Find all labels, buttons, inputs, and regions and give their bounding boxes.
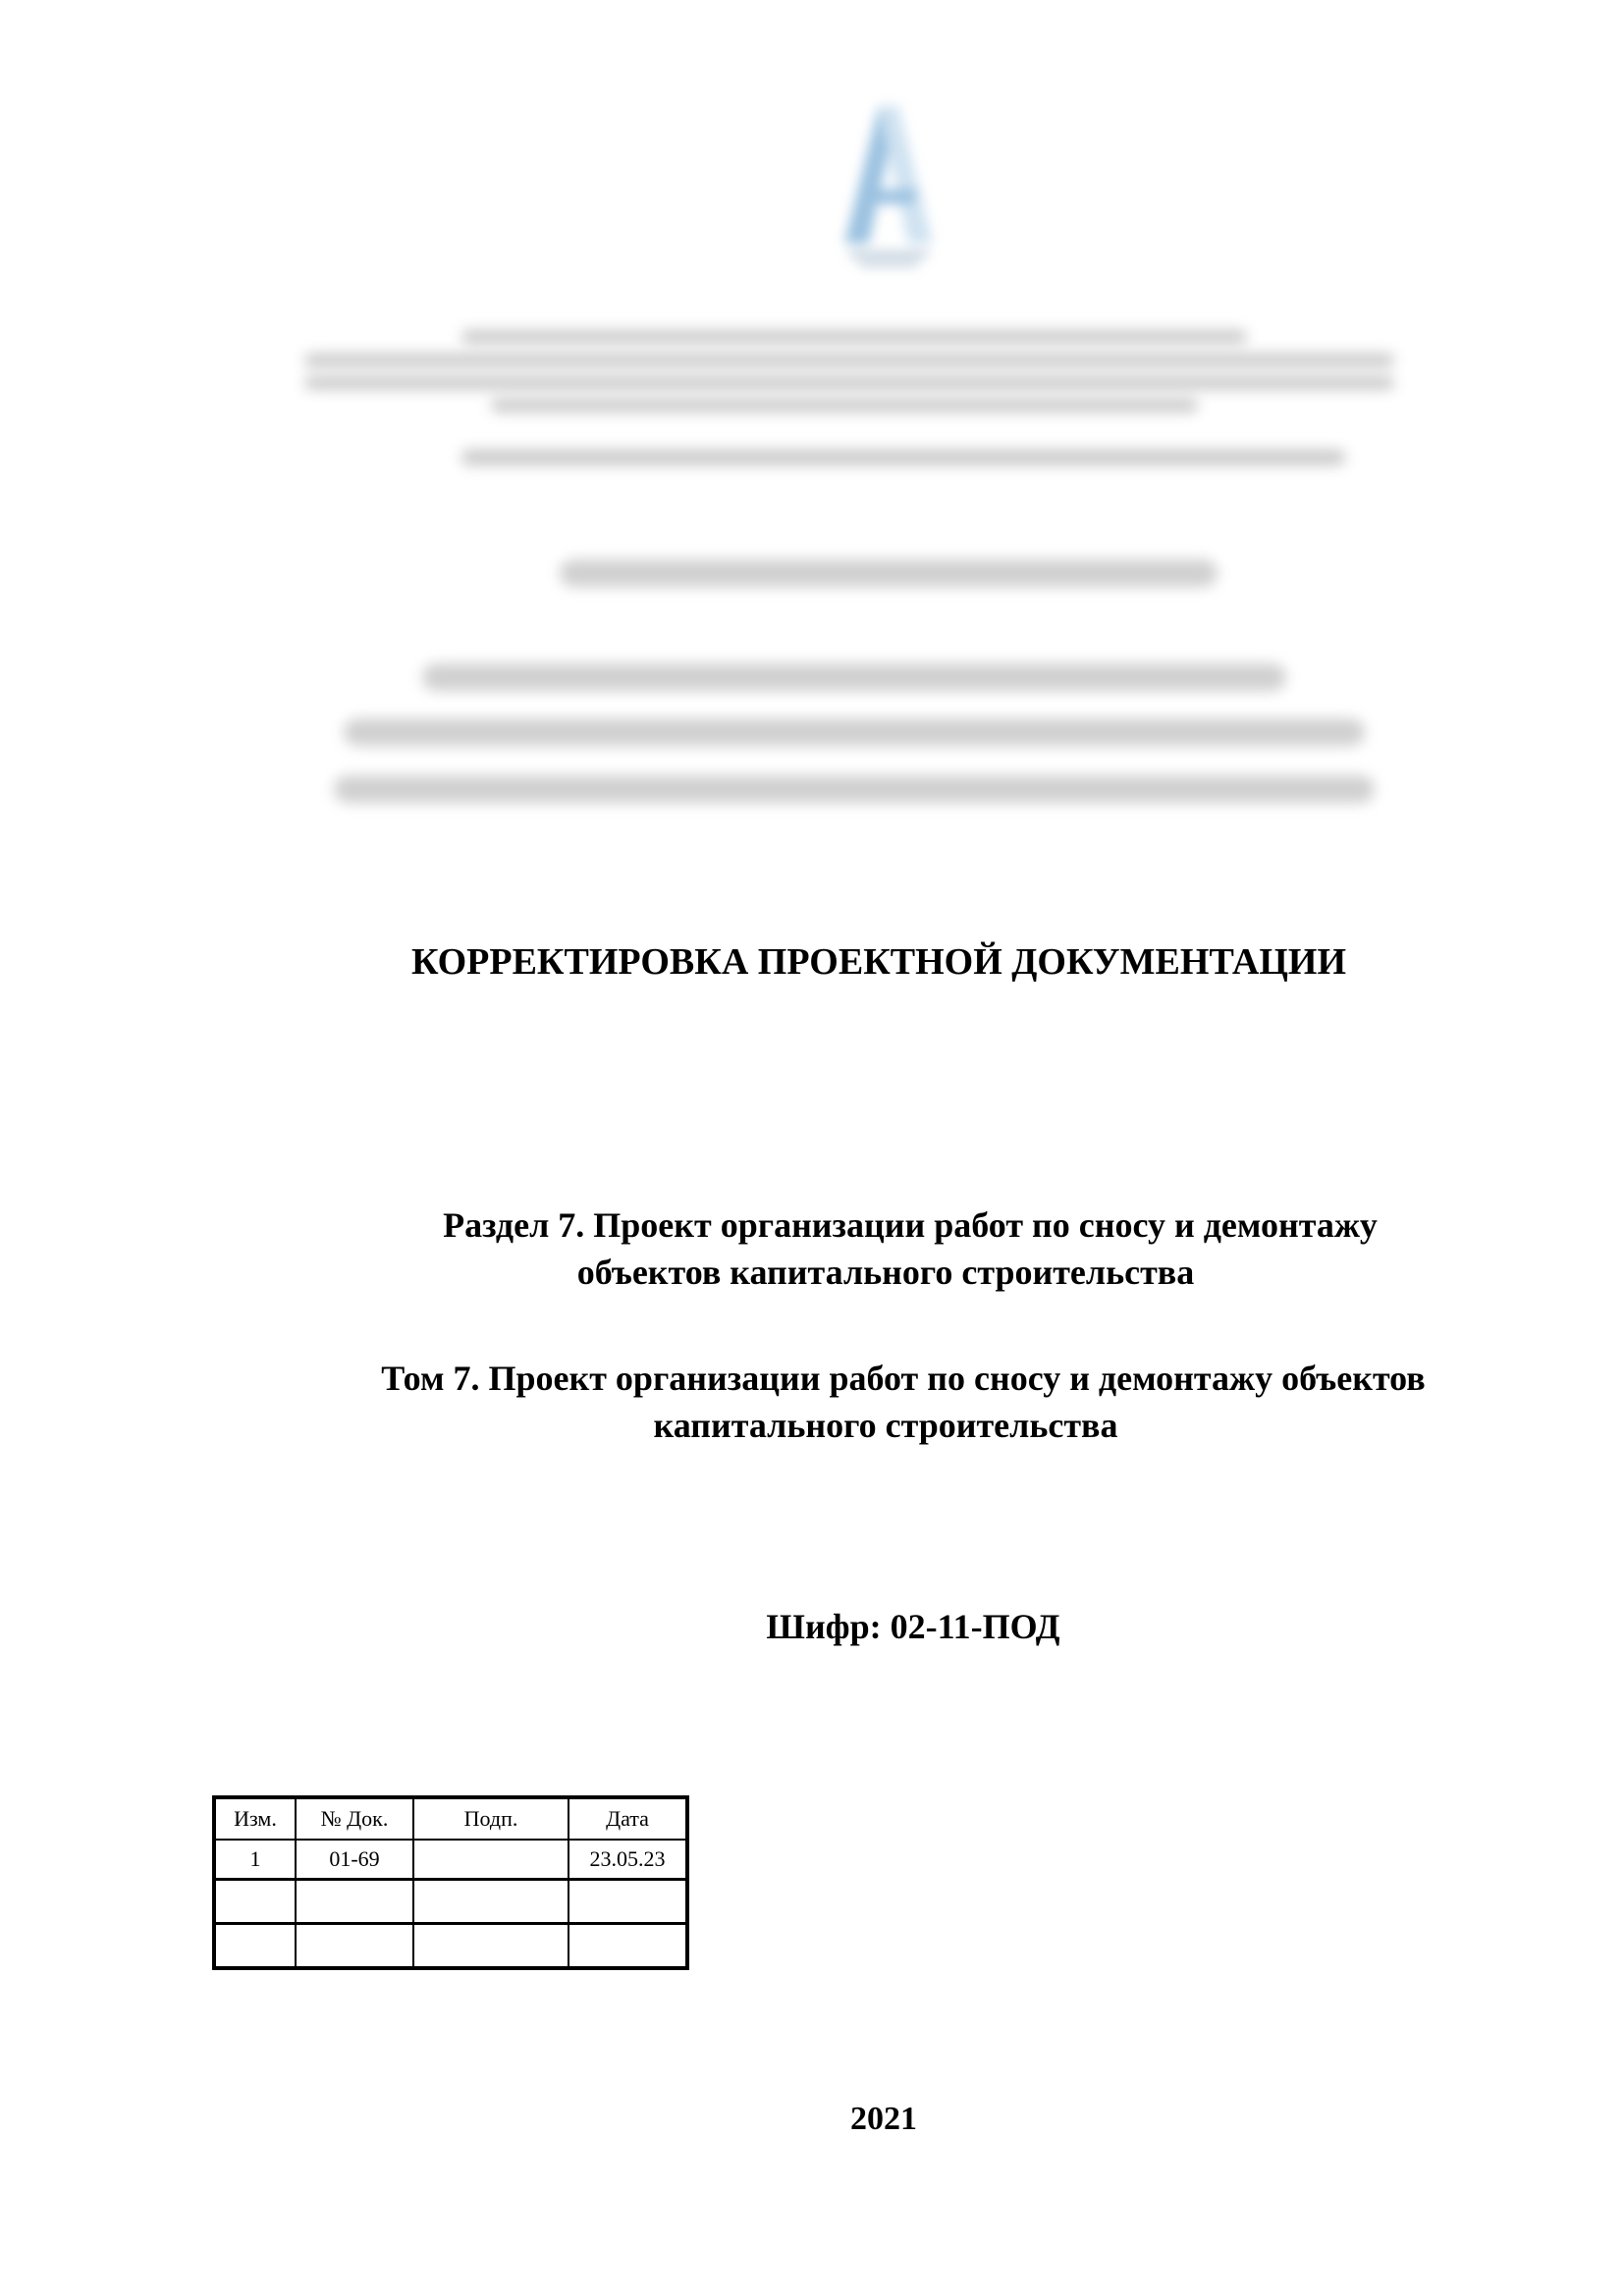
cell-change bbox=[214, 1880, 296, 1924]
header-cell-doc-number: № Док. bbox=[296, 1797, 413, 1840]
table-header-row bbox=[214, 1797, 687, 1840]
section-heading-line2: объектов капитального строительства bbox=[576, 1253, 1195, 1292]
cell-date bbox=[568, 1924, 687, 1969]
header-cell-change: Изм. bbox=[214, 1797, 296, 1840]
table-row bbox=[214, 1924, 687, 1969]
volume-heading-line2: капитального строительства bbox=[653, 1406, 1118, 1445]
customer-line-blurred bbox=[560, 560, 1218, 587]
cell-signature bbox=[413, 1880, 568, 1924]
volume-heading-line1: Том 7. Проект организации работ по сносу и демонтажу объектов bbox=[381, 1359, 1426, 1398]
cell-date bbox=[568, 1880, 687, 1924]
header-cell-date: Дата bbox=[568, 1797, 687, 1840]
table-row bbox=[214, 1840, 687, 1880]
section-heading-line1: Раздел 7. Проект организации работ по сносу и демонтажу bbox=[443, 1205, 1378, 1245]
cell-doc-number bbox=[296, 1924, 413, 1969]
cell-doc-number: 01-69 bbox=[296, 1840, 413, 1880]
document-year: 2021 bbox=[850, 2101, 917, 2137]
revision-table bbox=[212, 1795, 689, 1970]
document-title: КОРРЕКТИРОВКА ПРОЕКТНОЙ ДОКУМЕНТАЦИИ bbox=[410, 941, 1347, 983]
company-logo-icon bbox=[825, 96, 952, 268]
cell-change bbox=[214, 1924, 296, 1969]
cell-signature bbox=[413, 1840, 568, 1880]
table-row bbox=[214, 1880, 687, 1924]
header-cell-signature: Подп. bbox=[413, 1797, 568, 1840]
cell-signature bbox=[413, 1924, 568, 1969]
cell-doc-number bbox=[296, 1880, 413, 1924]
document-cipher: Шифр: 02-11-ПОД bbox=[766, 1607, 1060, 1646]
cell-change: 1 bbox=[214, 1840, 296, 1880]
cell-date: 23.05.23 bbox=[568, 1840, 687, 1880]
